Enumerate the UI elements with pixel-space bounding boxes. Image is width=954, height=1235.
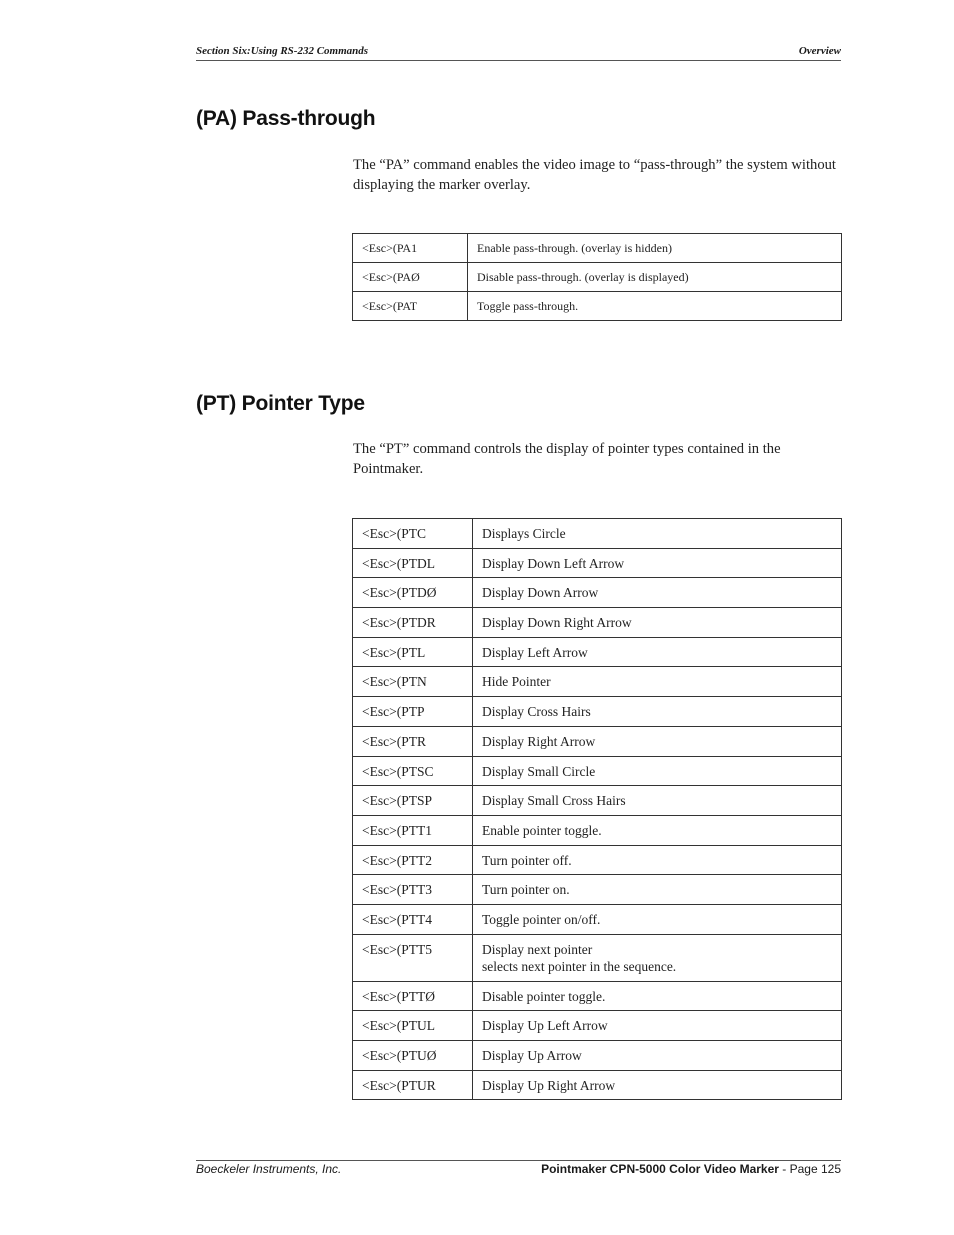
command-cell: <Esc>(PTC: [353, 519, 473, 549]
table-row: [353, 637, 842, 667]
command-cell: <Esc>(PTUL: [353, 1011, 473, 1041]
description-cell: Display Down Left Arrow: [473, 548, 842, 578]
table-row: [353, 519, 842, 549]
command-cell: <Esc>(PA1: [353, 234, 468, 263]
description-cell: Display Up Right Arrow: [473, 1070, 842, 1100]
table-row: [353, 815, 842, 845]
description-cell: Display Up Arrow: [473, 1041, 842, 1071]
description-line-secondary: selects next pointer in the sequence.: [482, 958, 677, 974]
table-row: [353, 1041, 842, 1071]
description-cell: Display Down Arrow: [473, 578, 842, 608]
table-row: [353, 234, 842, 263]
command-cell: <Esc>(PTT1: [353, 815, 473, 845]
command-cell: <Esc>(PTSC: [353, 756, 473, 786]
description-cell: Displays Circle: [473, 519, 842, 549]
command-cell: <Esc>(PTL: [353, 637, 473, 667]
description-cell: Display Right Arrow: [473, 726, 842, 756]
command-cell: <Esc>(PTN: [353, 667, 473, 697]
description-cell: Display Down Right Arrow: [473, 608, 842, 638]
table-row: [353, 1070, 842, 1100]
description-cell: Display Cross Hairs: [473, 697, 842, 727]
command-cell: <Esc>(PAØ: [353, 263, 468, 292]
description-cell: Hide Pointer: [473, 667, 842, 697]
table-row: [353, 608, 842, 638]
command-cell: <Esc>(PTP: [353, 697, 473, 727]
header-section: Section Six:Using RS-232 Commands: [196, 45, 369, 57]
footer-company: Boeckeler Instruments, Inc.: [196, 1162, 342, 1176]
table-row: [353, 875, 842, 905]
pt-section-title: (PT) Pointer Type: [196, 392, 365, 415]
table-row: [353, 263, 842, 292]
pt-intro-paragraph: The “PT” command controls the display of pointer types contained in the Pointmaker.: [353, 441, 781, 477]
pa-command-table: [352, 233, 842, 321]
description-cell: Disable pointer toggle.: [473, 981, 842, 1011]
description-cell: Enable pointer toggle.: [473, 815, 842, 845]
description-cell: Display Up Left Arrow: [473, 1011, 842, 1041]
command-cell: <Esc>(PTT2: [353, 845, 473, 875]
table-row: [353, 756, 842, 786]
command-cell: <Esc>(PTSP: [353, 786, 473, 816]
table-row: [353, 1011, 842, 1041]
footer-page-number: - Page 125: [778, 1162, 841, 1176]
running-footer: [196, 1160, 841, 1177]
command-cell: <Esc>(PTDØ: [353, 578, 473, 608]
table-row: [353, 786, 842, 816]
table-row: [353, 934, 842, 981]
table-row: [353, 292, 842, 321]
table-row: [353, 548, 842, 578]
description-cell: Disable pass-through. (overlay is displayed): [468, 263, 842, 292]
footer-page-info: [541, 1162, 841, 1176]
description-line: Display next pointer: [482, 941, 593, 957]
table-row: [353, 726, 842, 756]
description-cell: Toggle pass-through.: [468, 292, 842, 321]
description-cell: Display Small Cross Hairs: [473, 786, 842, 816]
command-cell: <Esc>(PTTØ: [353, 981, 473, 1011]
description-cell: [473, 934, 842, 981]
running-header: [196, 44, 841, 61]
description-cell: Toggle pointer on/off.: [473, 904, 842, 934]
description-cell: Display Small Circle: [473, 756, 842, 786]
table-row: [353, 667, 842, 697]
description-cell: Enable pass-through. (overlay is hidden): [468, 234, 842, 263]
table-row: [353, 904, 842, 934]
description-cell: Turn pointer on.: [473, 875, 842, 905]
header-topic: Overview: [798, 45, 841, 57]
table-row: [353, 845, 842, 875]
footer-product: Pointmaker CPN-5000 Color Video Marker: [541, 1162, 779, 1176]
table-row: [353, 697, 842, 727]
command-cell: <Esc>(PTT5: [353, 934, 473, 981]
command-cell: <Esc>(PTDL: [353, 548, 473, 578]
command-cell: <Esc>(PTUØ: [353, 1041, 473, 1071]
command-cell: <Esc>(PTT3: [353, 875, 473, 905]
command-cell: <Esc>(PTDR: [353, 608, 473, 638]
description-cell: Turn pointer off.: [473, 845, 842, 875]
pt-command-table: [352, 518, 842, 1100]
command-cell: <Esc>(PTR: [353, 726, 473, 756]
table-row: [353, 578, 842, 608]
command-cell: <Esc>(PTT4: [353, 904, 473, 934]
table-row: [353, 981, 842, 1011]
description-cell: Display Left Arrow: [473, 637, 842, 667]
pa-section-title: (PA) Pass-through: [196, 107, 376, 130]
command-cell: <Esc>(PAT: [353, 292, 468, 321]
pa-intro-paragraph: The “PA” command enables the video image to “pass-through” the system without displaying the marker overlay.: [353, 157, 836, 193]
command-cell: <Esc>(PTUR: [353, 1070, 473, 1100]
